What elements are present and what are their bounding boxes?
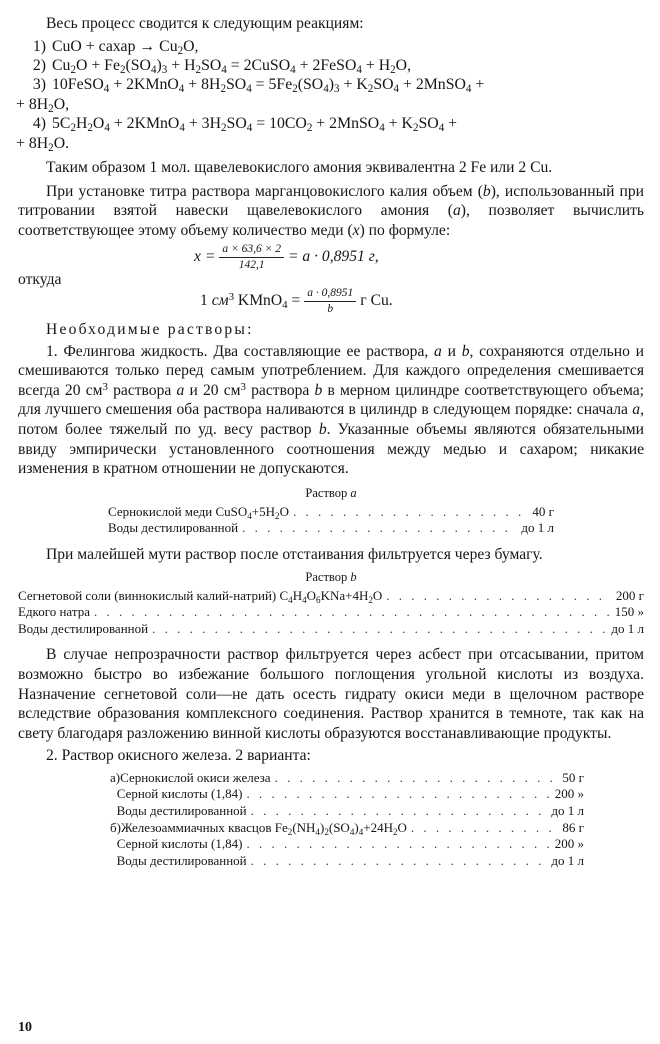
paragraph-equivalence: Таким образом 1 мол. щавелевокислого амония эквивалентна 2 Fe или 2 Cu.: [46, 159, 553, 177]
row-leader-dots: [251, 803, 548, 820]
reaction-line: [18, 134, 644, 153]
row-value: до 1 л: [521, 520, 554, 536]
reaction-line: [18, 95, 644, 114]
formula-rhs: = a · 0,8951 г,: [288, 248, 379, 266]
row-value: 200 »: [554, 836, 584, 852]
intro-text: Весь процесс сводится к следующим реакциям:: [46, 15, 364, 32]
page-body: [18, 14, 644, 869]
table-row: [110, 820, 584, 837]
paragraph-titer: При установке титра раствора марганцовокислого калия объем (b), использованный при титровании взятой навески щавелевокислого амония (a), позволяет вычислить соответствующее этому объему количество меди (x) по формуле:: [18, 182, 645, 239]
row-label: Железоаммиачных квасцов $Fe_2(NH_4)_2(SO_4)_4+24H_2O$: [120, 819, 407, 837]
formula2-fraction: [304, 287, 356, 316]
formula-kmno4: [200, 284, 644, 318]
formula-copper: [194, 240, 644, 274]
row-value: 200 г: [615, 587, 644, 603]
row-label: Серной кислоты (1,84): [116, 836, 243, 852]
reaction-line: [18, 114, 644, 133]
reaction-equation: + $8H_2O$,: [16, 95, 70, 115]
reaction-line: [18, 37, 644, 56]
row-label: Сернокислой окиси железа: [120, 769, 271, 785]
reaction-number: 4): [32, 115, 46, 133]
reaction-equation: + $8H_2O$.: [16, 134, 70, 154]
row-label: Сегнетовой соли (виннокислый калий-натрий) $C_4H_4O_6KNa+4H_2O$: [18, 587, 383, 605]
solution-b-table: [18, 588, 644, 638]
solution-a-caption: Раствор a: [305, 485, 357, 500]
formula-denominator: 142,1: [238, 258, 265, 271]
otkuda-text: откуда: [18, 271, 62, 289]
table-row: [110, 786, 584, 803]
reaction-list: [18, 37, 644, 153]
row-value: до 1 л: [611, 620, 644, 636]
row-label: Воды дестилированной: [116, 803, 247, 819]
formula-lhs: x =: [194, 248, 216, 266]
row-value: 50 г: [562, 769, 584, 785]
paragraph-iron-solution: 2. Раствор окисного железа. 2 варианта:: [46, 747, 311, 765]
formula2-rhs: г Cu.: [360, 292, 393, 309]
formula-fraction: [219, 243, 284, 272]
reaction-equation: $5C_2H_2O_4$ + 2KMnO$_4$ + $3H_2SO_4 = 10CO_2$ + 2MnSO$_4$ + $K_2SO_4$ +: [52, 115, 458, 135]
row-value: до 1 л: [551, 852, 584, 868]
reaction-number: 3): [32, 76, 46, 94]
row-label: Воды дестилированной: [108, 520, 239, 536]
row-prefix: б): [110, 819, 121, 835]
row-label: Сернокислой меди $CuSO_4+5H_2O$: [108, 503, 289, 521]
table-row: [110, 853, 584, 870]
page-number: 10: [18, 1020, 32, 1035]
reaction-line: [18, 75, 644, 94]
row-leader-dots: [246, 836, 550, 853]
solution-a-table: [108, 504, 554, 537]
row-prefix: а): [110, 769, 121, 785]
table-row: [108, 504, 554, 521]
formula2-lhs: 1 $см^3$ KMnO$_4$ =: [200, 291, 301, 311]
row-leader-dots: [293, 504, 528, 521]
solution-b-caption: Раствор b: [305, 569, 357, 584]
row-leader-dots: [152, 621, 607, 638]
reaction-line: [18, 56, 644, 75]
row-value: до 1 л: [551, 803, 584, 819]
paragraph-fehling: 1. Фелингова жидкость. Два составляющие ее раствора, a и b, сохраняются отдельно и смешиваются только перед самым употреблением. Для каждого определения смешивается всегда 20 $см^3$ раствора a и 20 $см^3$ раствора b в мерном цилиндре соответствующего объема; для лучшего смешения оба раствора наливаются в цилиндр в следующем порядке: сначала a, потом более тяжелый по уд. весу раствор b. Указанные объемы являются обязательными ввиду эмпирически установленного соотношения между медью и сахаром; никакие изменения в кратном отношении не допускаются.: [18, 342, 644, 478]
reaction-number: 1): [32, 37, 46, 55]
reaction-number: 2): [32, 57, 46, 74]
reaction-equation: $Cu_2O + Fe_2(SO_4)_3 + H_2SO_4$ = 2CuSO$_4$ + 2FeSO$_4$ + $H_2O$,: [52, 57, 412, 76]
row-value: 86 г: [562, 819, 584, 835]
row-leader-dots: [251, 853, 548, 870]
row-leader-dots: [386, 588, 612, 605]
formula-numerator: a × 63,6 × 2: [219, 243, 284, 258]
paragraph-asbestos: В случае непрозрачности раствор фильтруется через асбест при отсасывании, притом возможно быстро во избежание большого поглощения угольной кислоты из воздуха. Назначение сегнетовой соли—не дать осесть гидрату окиси меди в щелочном растворе вследствие образования комплексного соединения. Раствор хранится в темноте, так как на свету благодаря разложению винной кислоты образуются восстанавливающие продукты.: [18, 646, 644, 742]
row-value: 200 »: [554, 786, 584, 802]
formula2-denominator: b: [327, 302, 334, 315]
row-label: Воды дестилированной: [116, 852, 247, 868]
reaction-equation: 10FeSO$_4$ + 2KMnO$_4$ + $8H_2SO_4 = 5Fe_2(SO_4)_3 + K_2SO_4$ + 2MnSO$_4$ +: [52, 76, 485, 96]
row-leader-dots: [411, 820, 558, 837]
table-row: [18, 604, 644, 621]
table-row: [110, 770, 584, 787]
iron-solution-table: [110, 770, 584, 870]
row-value: 40 г: [532, 503, 554, 519]
row-leader-dots: [94, 604, 611, 621]
row-label: Серной кислоты (1,84): [116, 786, 243, 802]
table-row: [18, 621, 644, 638]
row-leader-dots: [246, 786, 550, 803]
row-value: 150 »: [614, 604, 644, 620]
table-row: [110, 803, 584, 820]
reaction-equation: CuO + сахар → $Cu_2O$,: [52, 37, 199, 57]
section-heading-solutions: Необходимые растворы:: [46, 321, 254, 338]
row-label: Едкого натра: [18, 604, 90, 620]
table-row: [108, 520, 554, 537]
formula2-numerator: a · 0,8951: [304, 287, 356, 302]
row-label: Воды дестилированной: [18, 620, 149, 636]
row-leader-dots: [242, 520, 517, 537]
table-row: [110, 836, 584, 853]
paragraph-filter: При малейшей мути раствор после отстаивания фильтруется через бумагу.: [46, 545, 543, 563]
row-leader-dots: [275, 770, 559, 787]
table-row: [18, 588, 644, 605]
